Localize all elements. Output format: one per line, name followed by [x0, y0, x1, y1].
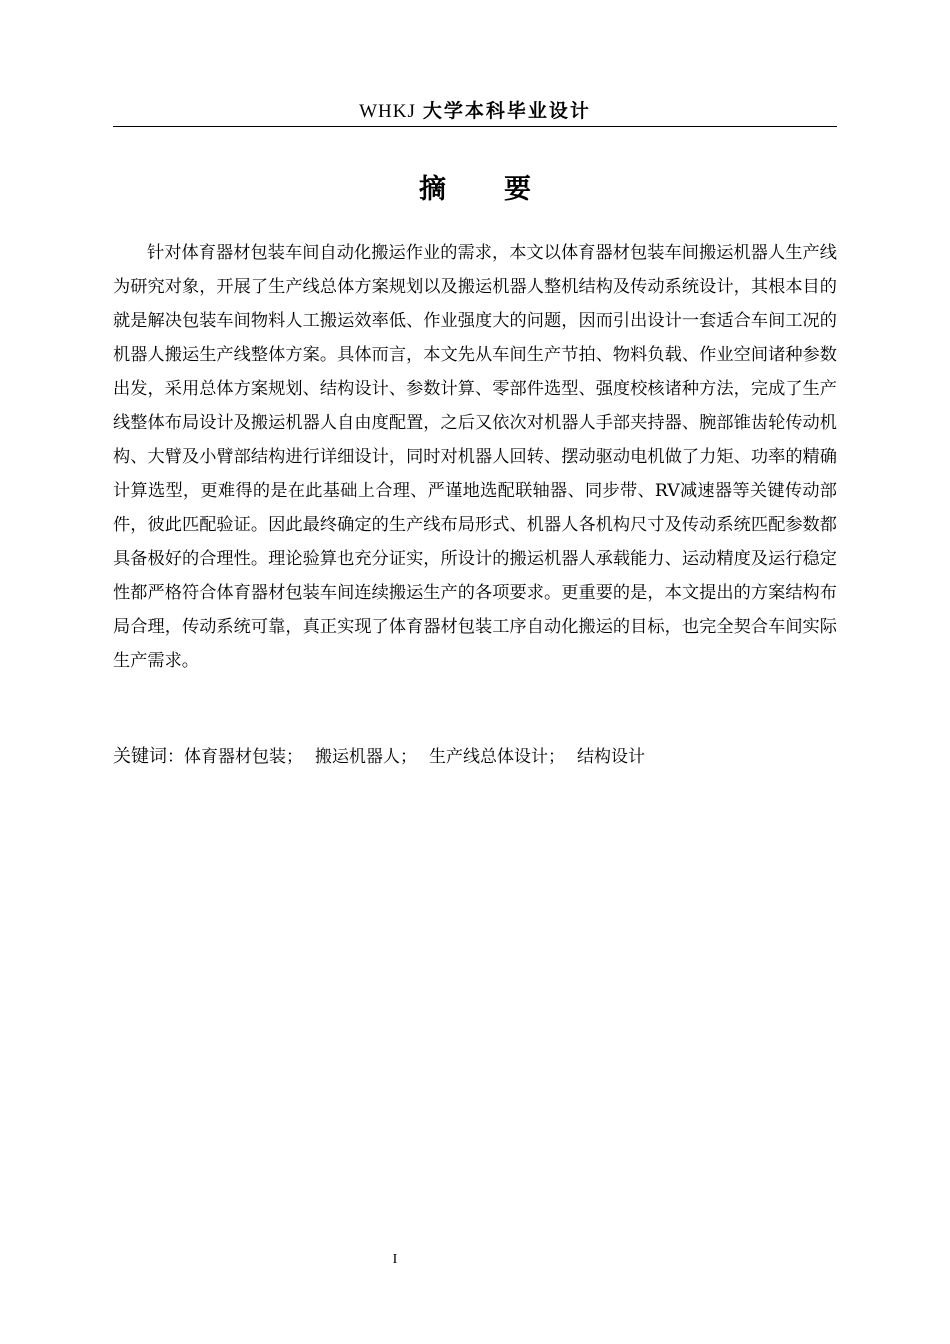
- page-header: [113, 96, 837, 126]
- header-latin: WHKJ: [359, 101, 416, 122]
- keywords-label: 关键词: [113, 746, 167, 767]
- keywords-line: [113, 740, 837, 774]
- header-chinese: 大学本科毕业设计: [422, 100, 591, 122]
- abstract-body: 针对体育器材包装车间自动化搬运作业的需求，本文以体育器材包装车间搬运机器人生产线为研究对象，开展了生产线总体方案规划以及搬运机器人整机结构及传动系统设计，其根本目的就是解决包装车间物料人工搬运效率低、作业强度大的问题，因而引出设计一套适合车间工况的机器人搬运生产线整体方案。具体而言，本文先从车间生产节拍、物料负载、作业空间诸种参数出发，采用总体方案规划、结构设计、参数计算、零部件选型、强度校核诸种方法，完成了生产线整体布局设计及搬运机器人自由度配置，之后又依次对机器人手部夹持器、腕部锥齿轮传动机构、大臂及小臂部结构进行详细设计，同时对机器人回转、摆动驱动电机做了力矩、功率的精确计算选型，更难得的是在此基础上合理、严谨地选配联轴器、同步带、RV减速器等关键传动部件，彼此匹配验证。因此最终确定的生产线布局形式、机器人各机构尺寸及传动系统匹配参数都具备极好的合理性。理论验算也充分证实，所设计的搬运机器人承载能力、运动精度及运行稳定性都严格符合体育器材包装车间连续搬运生产的各项要求。更重要的是，本文提出的方案结构布局合理，传动系统可靠，真正实现了体育器材包装工序自动化搬运的目标，也完全契合车间实际生产需求。: [113, 243, 837, 671]
- keywords-separator: ：: [167, 747, 184, 767]
- keyword-2: 搬运机器人；: [315, 747, 417, 767]
- abstract-title: 摘要: [419, 174, 589, 205]
- keyword-4: 结构设计: [577, 747, 645, 767]
- header-rule: [113, 126, 837, 127]
- keyword-1: 体育器材包装；: [184, 747, 303, 767]
- page-number: I: [392, 1252, 398, 1267]
- keyword-3: 生产线总体设计；: [429, 747, 565, 767]
